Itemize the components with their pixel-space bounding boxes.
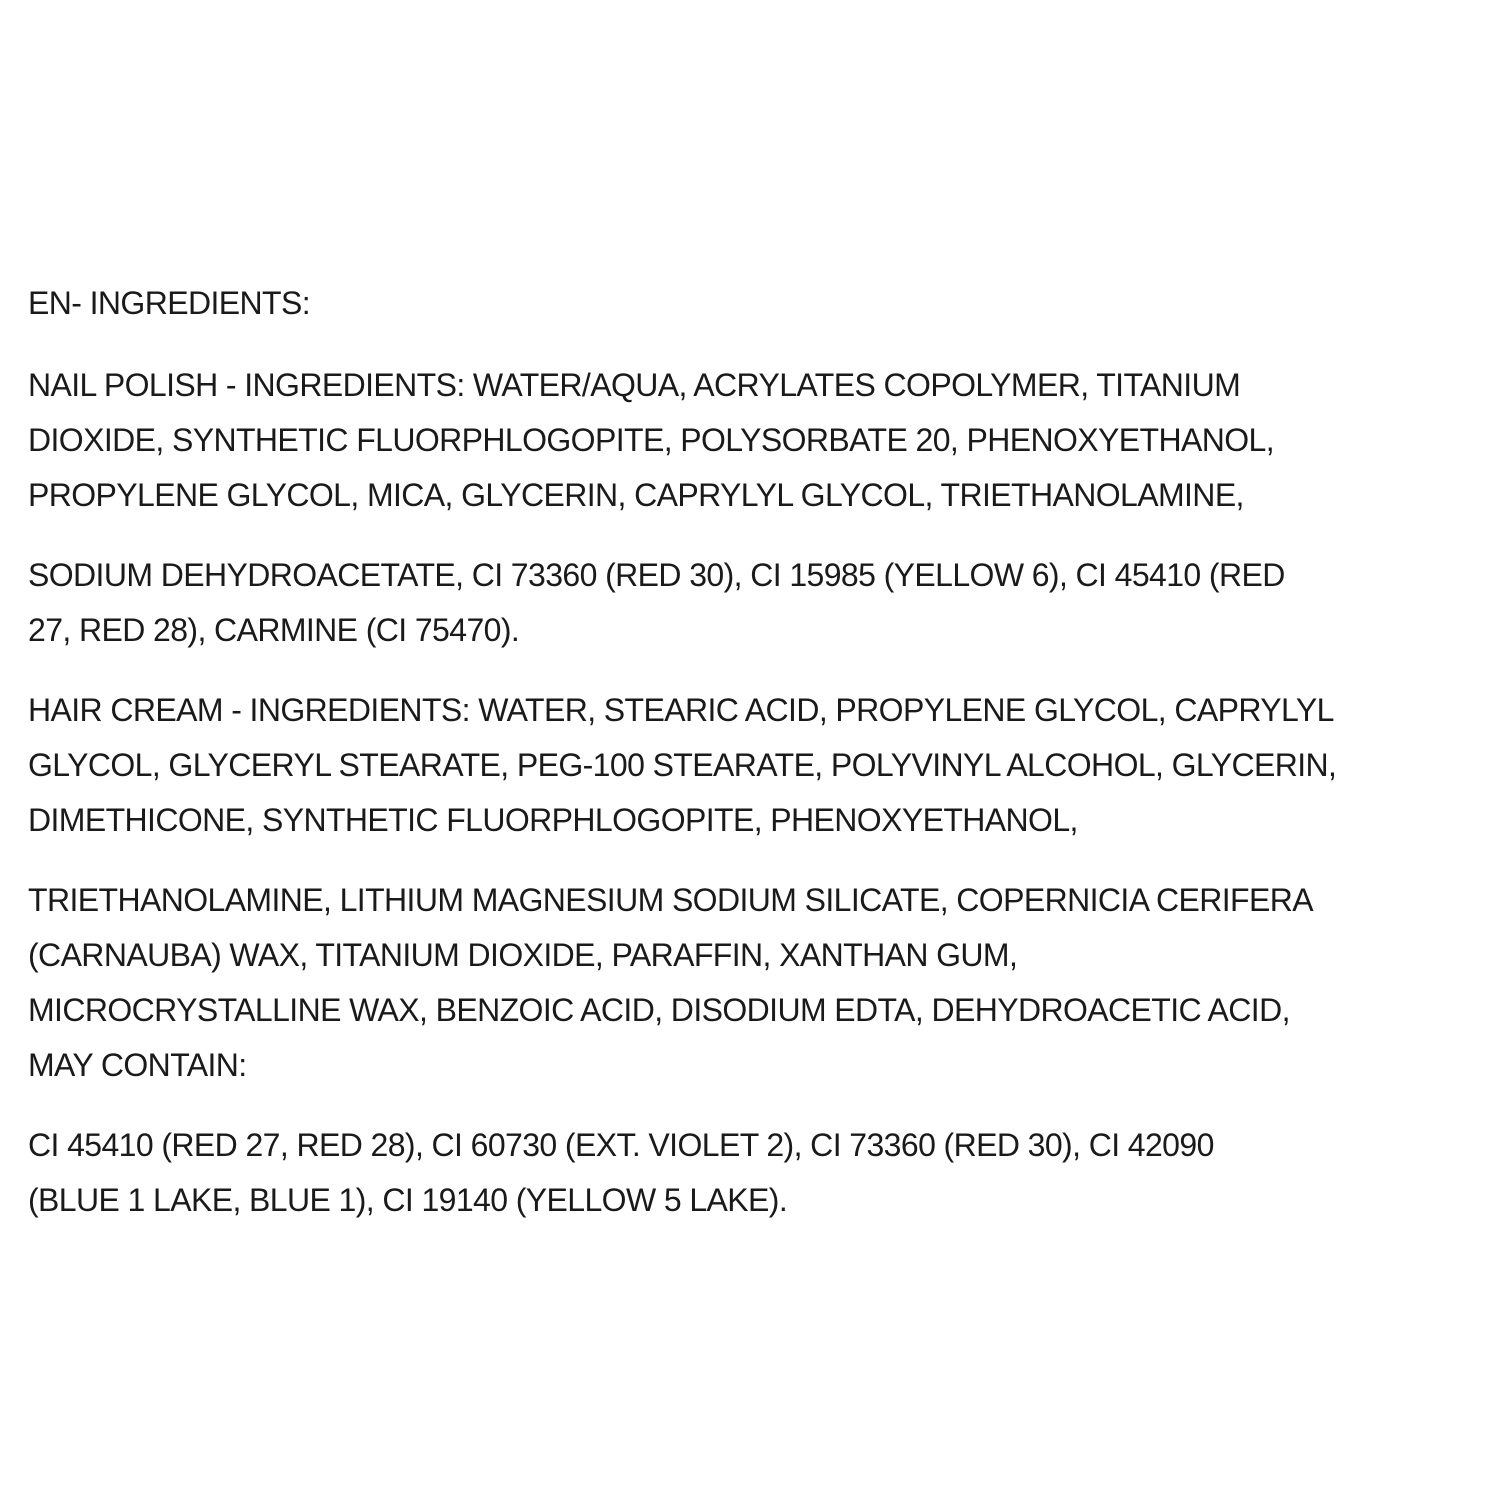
- text-line: NAIL POLISH - INGREDIENTS: WATER/AQUA, ACRYLATES COPOLYMER, TITANIUM: [28, 367, 1241, 403]
- text-line: CI 45410 (RED 27, RED 28), CI 60730 (EXT. VIOLET 2), CI 73360 (RED 30), CI 42090: [28, 1127, 1214, 1163]
- text-line: (CARNAUBA) WAX, TITANIUM DIOXIDE, PARAFFIN, XANTHAN GUM,: [28, 937, 1018, 973]
- text-line: SODIUM DEHYDROACETATE, CI 73360 (RED 30), CI 15985 (YELLOW 6), CI 45410 (RED: [28, 557, 1285, 593]
- text-line: MAY CONTAIN:: [28, 1047, 247, 1083]
- nail-polish-ingredients: [28, 358, 1488, 523]
- text-line: PROPYLENE GLYCOL, MICA, GLYCERIN, CAPRYLYL GLYCOL, TRIETHANOLAMINE,: [28, 477, 1244, 513]
- text-line: 27, RED 28), CARMINE (CI 75470).: [28, 612, 520, 648]
- text-line: TRIETHANOLAMINE, LITHIUM MAGNESIUM SODIUM SILICATE, COPERNICIA CERIFERA: [28, 882, 1313, 918]
- text-line: DIOXIDE, SYNTHETIC FLUORPHLOGOPITE, POLYSORBATE 20, PHENOXYETHANOL,: [28, 422, 1275, 458]
- text-line: MICROCRYSTALLINE WAX, BENZOIC ACID, DISODIUM EDTA, DEHYDROACETIC ACID,: [28, 992, 1290, 1028]
- text-line: (BLUE 1 LAKE, BLUE 1), CI 19140 (YELLOW 5 LAKE).: [28, 1182, 788, 1218]
- text-line: DIMETHICONE, SYNTHETIC FLUORPHLOGOPITE, PHENOXYETHANOL,: [28, 802, 1078, 838]
- nail-polish-ingredients-continued: [28, 548, 1488, 658]
- hair-cream-ingredients-continued: [28, 873, 1488, 1093]
- text-line: HAIR CREAM - INGREDIENTS: WATER, STEARIC ACID, PROPYLENE GLYCOL, CAPRYLYL: [28, 692, 1334, 728]
- text-line: GLYCOL, GLYCERYL STEARATE, PEG-100 STEARATE, POLYVINYL ALCOHOL, GLYCERIN,: [28, 747, 1337, 783]
- may-contain-colorants: [28, 1118, 1488, 1228]
- ingredients-document: [28, 276, 1488, 1253]
- ingredients-heading: EN- INGREDIENTS:: [28, 285, 310, 321]
- hair-cream-ingredients: [28, 683, 1488, 848]
